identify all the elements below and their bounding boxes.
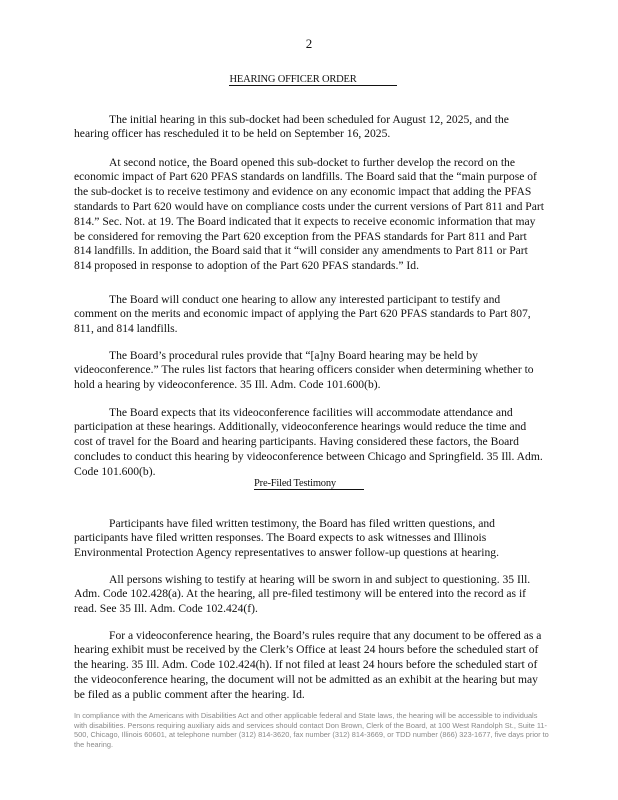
section-heading-text: Pre-Filed Testimony [254,478,364,490]
section-heading-pre-filed-testimony [0,478,618,490]
section-heading-text: HEARING OFFICER ORDER [229,74,396,86]
paragraph: The Board’s procedural rules provide that “[a]ny Board hearing may be held by videoconference.” The rules list factors that hearing officers consider when determining whether to hold a hearing by videoconference. 35 Ill. Adm. Code 101.600(b). [74,348,534,392]
paragraph: The initial hearing in this sub-docket had been scheduled for August 12, 2025, and the hearing officer has rescheduled it to be held on September 16, 2025. [74,112,509,141]
paragraph: Participants have filed written testimony, the Board has filed written questions, and participants have filed written responses. The Board expects to ask witnesses and Illinois Environmental Protection Agency representatives to answer follow-up questions at hearing. [74,516,499,560]
paragraph: The Board expects that its videoconference facilities will accommodate attendance and participation at these hearings. Additionally, videoconference hearings would reduce the time and cost of travel for the Board and hearing participants. Having considered these factors, the Board concludes to conduct this hearing by videoconference between Chicago and Springfield. 35 Ill. Adm. Code 101.600(b). [74,405,543,478]
paragraph: At second notice, the Board opened this sub-docket to further develop the record on the economic impact of Part 620 PFAS standards on landfills. The Board said that the “main purpose of the sub-docket is to receive testimony and evidence on any economic impact that adding the PFAS standards to Part 620 would have on compliance costs under the current versions of Part 811 and Part 814.” Sec. Not. at 19. The Board indicated that it expects to receive economic information that may be considered for removing the Part 620 exception from the PFAS standards for Part 811 and Part 814 landfills. In addition, the Board said that it “will consider any amendments to Part 811 or Part 814 proposed in response to adoption of the Part 620 PFAS standards.” Id. [74,155,544,273]
paragraph: For a videoconference hearing, the Board’s rules require that any document to be offered as a hearing exhibit must be received by the Clerk’s Office at least 24 hours before the scheduled start of the hearing. 35 Ill. Adm. Code 102.424(h). If not filed at least 24 hours before the scheduled start of the videoconference hearing, the document will not be admitted as an exhibit at the hearing but may be filed as a public comment after the hearing. Id. [74,628,542,701]
page-number: 2 [305,36,313,51]
accessibility-footer-note: In compliance with the Americans with Disabilities Act and other applicable federal and State laws, the hearing will be accessible to individuals with disabilities. Persons requiring auxiliary aids and services should contact Don Brown, Clerk of the Board, at 100 West Randolph St., Suite 11-500, Chicago, Illinois 60601, at telephone number (312) 814-3620, fax number (312) 814-3669, or TDD number (866) 323-1677, five days prior to the hearing. [74,711,549,749]
section-heading-hearing-officer-order [0,74,618,86]
paragraph: The Board will conduct one hearing to allow any interested participant to testify and comment on the merits and economic impact of applying the Part 620 PFAS standards to Part 807, 811, and 814 landfills. [74,292,531,336]
paragraph: All persons wishing to testify at hearing will be sworn in and subject to questioning. 35 Ill. Adm. Code 102.428(a). At the hearing, all pre-filed testimony will be entered into the record as if read. See 35 Ill. Adm. Code 102.424(f). [74,572,531,616]
